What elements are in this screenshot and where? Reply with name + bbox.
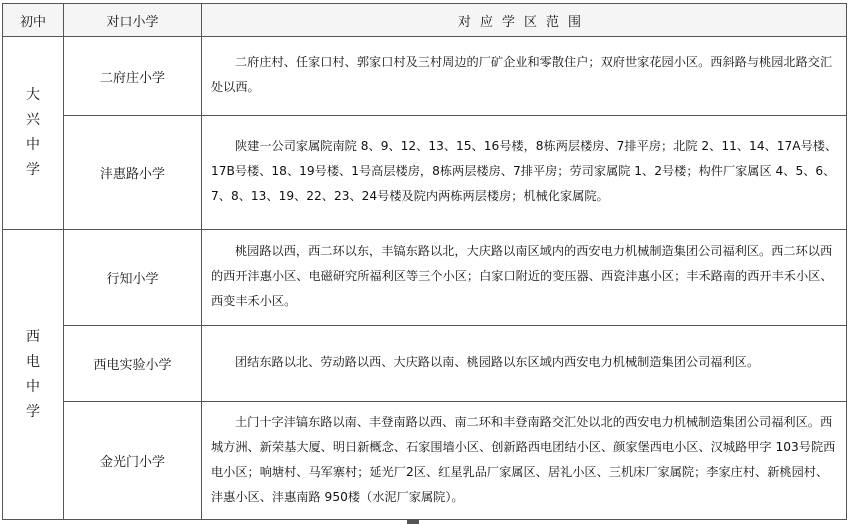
middle-school-daxing	[3, 37, 64, 230]
middle-school-char: 中	[26, 137, 40, 153]
district-scope: 二府庄村、任家口村、郭家口村及三村周边的厂矿企业和零散住户；双府世家花园小区。西斜路与桃园北路交汇处以西。	[202, 37, 847, 116]
middle-school-char: 中	[26, 378, 40, 395]
primary-school-xingzhi: 行知小学	[64, 230, 202, 326]
header-primary-school: 对口小学	[64, 4, 202, 37]
middle-school-char: 大	[26, 87, 40, 103]
primary-school-fenghuilu: 沣惠路小学	[64, 116, 202, 230]
header-row	[3, 4, 847, 37]
table-row	[3, 326, 847, 402]
header-district-scope	[202, 4, 847, 37]
primary-school-xidian-experimental: 西电实验小学	[64, 326, 202, 402]
table-row	[3, 230, 847, 326]
middle-school-char: 电	[26, 353, 40, 370]
district-scope: 团结东路以北、劳动路以西、大庆路以南、桃园路以东区域内西安电力机械制造集团公司福利区。	[202, 326, 847, 402]
middle-school-char: 西	[26, 328, 40, 345]
school-district-table	[2, 3, 847, 520]
primary-school-jinguangmen: 金光门小学	[64, 402, 202, 520]
primary-school-erfuzhuang: 二府庄小学	[64, 37, 202, 116]
header-middle-school: 初中	[3, 4, 64, 37]
table-row	[3, 402, 847, 520]
middle-school-xidian	[3, 230, 64, 520]
middle-school-char: 兴	[26, 112, 40, 128]
district-scope: 桃园路以西，西二环以东，丰镐东路以北，大庆路以南区域内的西安电力机械制造集团公司福利区。西二环以西的西开沣惠小区、电磁研究所福利区等三个小区；白家口附近的变压器、西瓷沣惠小区；丰禾路南的西开丰禾小区、西变丰禾小区。	[202, 230, 847, 326]
middle-school-char: 学	[26, 162, 40, 178]
page-edge-marker	[407, 519, 419, 524]
district-scope: 土门十字沣镐东路以南、丰登南路以西、南二环和丰登南路交汇处以北的西安电力机械制造集团公司福利区。西城方洲、新荣基大厦、明日新概念、石家围墙小区、创新路西电团结小区、颜家堡西电小区、汉城路甲字 103号院西电小区；响塘村、马军寨村；延光厂2区、红星乳品厂家属区、居礼小区、三机床厂家属院；李家庄村、新桃园村、沣惠小区、沣惠南路 950楼（水泥厂家属院）。	[202, 402, 847, 520]
header-district-scope-label: 对应学区范围	[457, 14, 590, 30]
middle-school-char: 学	[26, 403, 40, 420]
table-row	[3, 37, 847, 116]
district-scope: 陕建一公司家属院南院 8、9、12、13、15、16号楼，8栋两层楼房、7排平房；北院 2、11、14、17A号楼、17B号楼、18、19号楼、1号高层楼房，8栋两层楼房、7排平房；劳司家属院 1、2号楼；构件厂家属区 4、5、6、7、8、13、19、22、23、24号楼及院内两栋两层楼房；机械化家属院。	[202, 116, 847, 230]
table-row	[3, 116, 847, 230]
